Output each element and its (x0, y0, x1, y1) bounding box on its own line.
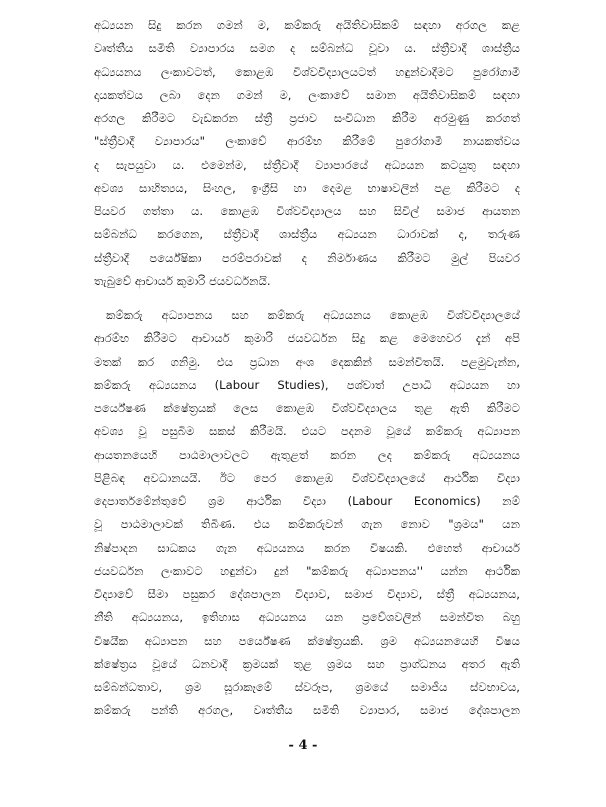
text-line: අවශ්‍ය සාහිත්‍යය, සිංහල, ඉංග්‍රීසි හා දෙමළ භාෂාවලින් පළ කිරීමට ද (94, 180, 520, 195)
text-line: දෙපාර්තමේන්තුවේ ශ්‍රම ආර්ථික විද්‍යා (Labour Economics) නම් (94, 494, 520, 508)
paragraph-2 (94, 304, 520, 723)
paragraph-gap (94, 293, 520, 304)
text-line: කම්කරු අධ්‍යාපනය සහ කම්කරු අධ්‍යයනය කොළඹ විශ්වවිද්‍යාලයේ (106, 308, 520, 322)
text-line: සම්බන්ධතාව, ශ්‍රම සූරාකෑමේ ස්වරූප, ශ්‍රමයේ සමාජීය ස්වභාවය, (94, 680, 520, 694)
text-line: ආයතනයෙහි පාඨමාලාවලට ඇතුළත් කරන ලද කම්කරු අධ්‍යයනය (94, 447, 520, 462)
text-line: තැබුවේ ආචාර්ය කුමාරි ජයවර්ධනයි. (94, 273, 271, 288)
body-text (94, 14, 520, 723)
text-line: ස්ත්‍රීවාදී පර්යේෂිකා පරම්පරාවක් ද නිර්මාණය කිරීමට මුල් පියවර (94, 250, 520, 265)
text-line: අවශ්‍ය වූ පසුබිම සකස් කිරීමයි. එයට පදනම වූයේ කම්කරු අධ්‍යාපන (94, 424, 520, 439)
text-line: ක්ෂේත්‍රය වූයේ ධනවාදී ක්‍රමයක් තුළ ශ්‍රමය සහ ප්‍රාග්ධනය අතර ඇති (94, 656, 520, 671)
text-line: ආරම්භ කිරීමට ආචාර්ය කුමාරි ජයවර්ධන සිදු කළ මෙහෙවර දැන් අපි (94, 331, 520, 346)
text-line: වෘත්තීය සමිති ව්‍යාපාරය සමග ද සම්බන්ධ වූවා ය. ස්ත්‍රීවාදී ශාස්ත්‍රීය (94, 41, 520, 56)
paragraph-1 (94, 14, 520, 293)
text-line: අරගල කිරීමට වැඩකරන ස්ත්‍රී ප්‍රජාව සංවිධාන කිරීම අරමුණු කරගත් (94, 111, 520, 125)
text-line: පිළිබඳ අවධානයයි. ඊට පෙර කොළඹ විශ්වවිද්‍යාලයේ ආර්ථික විද්‍යා (94, 470, 520, 485)
page-number: - 4 - (288, 738, 318, 753)
text-line: ජයවර්ධන ලංකාවට හඳුන්වා දුන් "කම්කරු අධ්‍යාපනය'' යන්න ආර්ථික (94, 563, 520, 578)
text-line: පර්යේෂණ ක්ෂේත්‍රයක් ලෙස කොළඹ විශ්වවිද්‍යාලය තුළ ඇති කිරීමට (94, 401, 520, 415)
text-line: අධ්‍යයන සිදු කරන ගමන් ම, කම්කරු අයිතිවාසිකම් සඳහා අරගල කළ (94, 18, 520, 32)
text-line: විෂයීක අධ්‍යාපන සහ පර්යේෂණ ක්ෂේත්‍රයකි. ශ්‍රම අධ්‍යයනයෙහි විෂය (94, 633, 520, 648)
text-line: මතක් කර ගනිමු. එය ප්‍රධාන අංශ දෙකකින් සමන්විතයි. පළමුවැන්න, (94, 354, 520, 369)
text-line: විද්‍යාවේ සීමා පසුකර දේශපාලන විද්‍යාව, සමාජ විද්‍යාව, ස්ත්‍රී අධ්‍යයනය, (94, 587, 520, 601)
text-line: වූ පාඨමාලාවක් තිබිණ. එය කම්කරුවන් ගැන නොව "ශ්‍රමය" යන (94, 517, 520, 532)
text-line: දායකත්වය ලබා දෙන ගමන් ම, ලංකාවේ සමාන අයිතිවාසිකම් සඳහා (94, 87, 520, 102)
text-line: ද සැපයුවා ය. එමෙන්ම, ස්ත්‍රීවාදී ව්‍යාපාරයේ අධ්‍යයන කටයුතු සඳහා (94, 157, 520, 172)
text-line: කම්කරු පන්ති අරගල, වෘත්තීය සමිති ව්‍යාපාර, සමාජ දේශපාලන (94, 703, 520, 718)
text-line: අධ්‍යයනය ලංකාවටත්, කොළඹ විශ්වවිද්‍යාලයටත් හඳුන්වාදීමට පුරෝගාමී (94, 64, 520, 79)
text-line: පියවර ගත්තා ය. කොළඹ විශ්වවිද්‍යාලය සහ සිවිල් සමාජ ආයතන (94, 204, 520, 218)
text-line: නීති අධ්‍යයනය, ඉතිහාස අධ්‍යයනය යන ප්‍රවේශවලින් සමන්විත බහු (94, 610, 520, 625)
text-line: සම්බන්ධ කරගෙන, ස්ත්‍රීවාදී ශාස්ත්‍රීය අධ්‍යයන ධාරාවක් ද, තරුණ (94, 227, 520, 242)
text-line: කම්කරු අධ්‍යයනය (Labour Studies), පශ්චාත් උපාධි අධ්‍යයන හා (94, 377, 520, 392)
text-line: "ස්ත්‍රීවාදී ව්‍යාපාරය" ලංකාවේ ආරම්භ කිරීමේ පුරෝගාමී නායකත්වය (94, 134, 520, 149)
text-line: නිෂ්පාදන සාධකය ගැන අධ්‍යයනය කරන විෂයකි. එහෙත් ආචාර්ය (94, 540, 520, 555)
